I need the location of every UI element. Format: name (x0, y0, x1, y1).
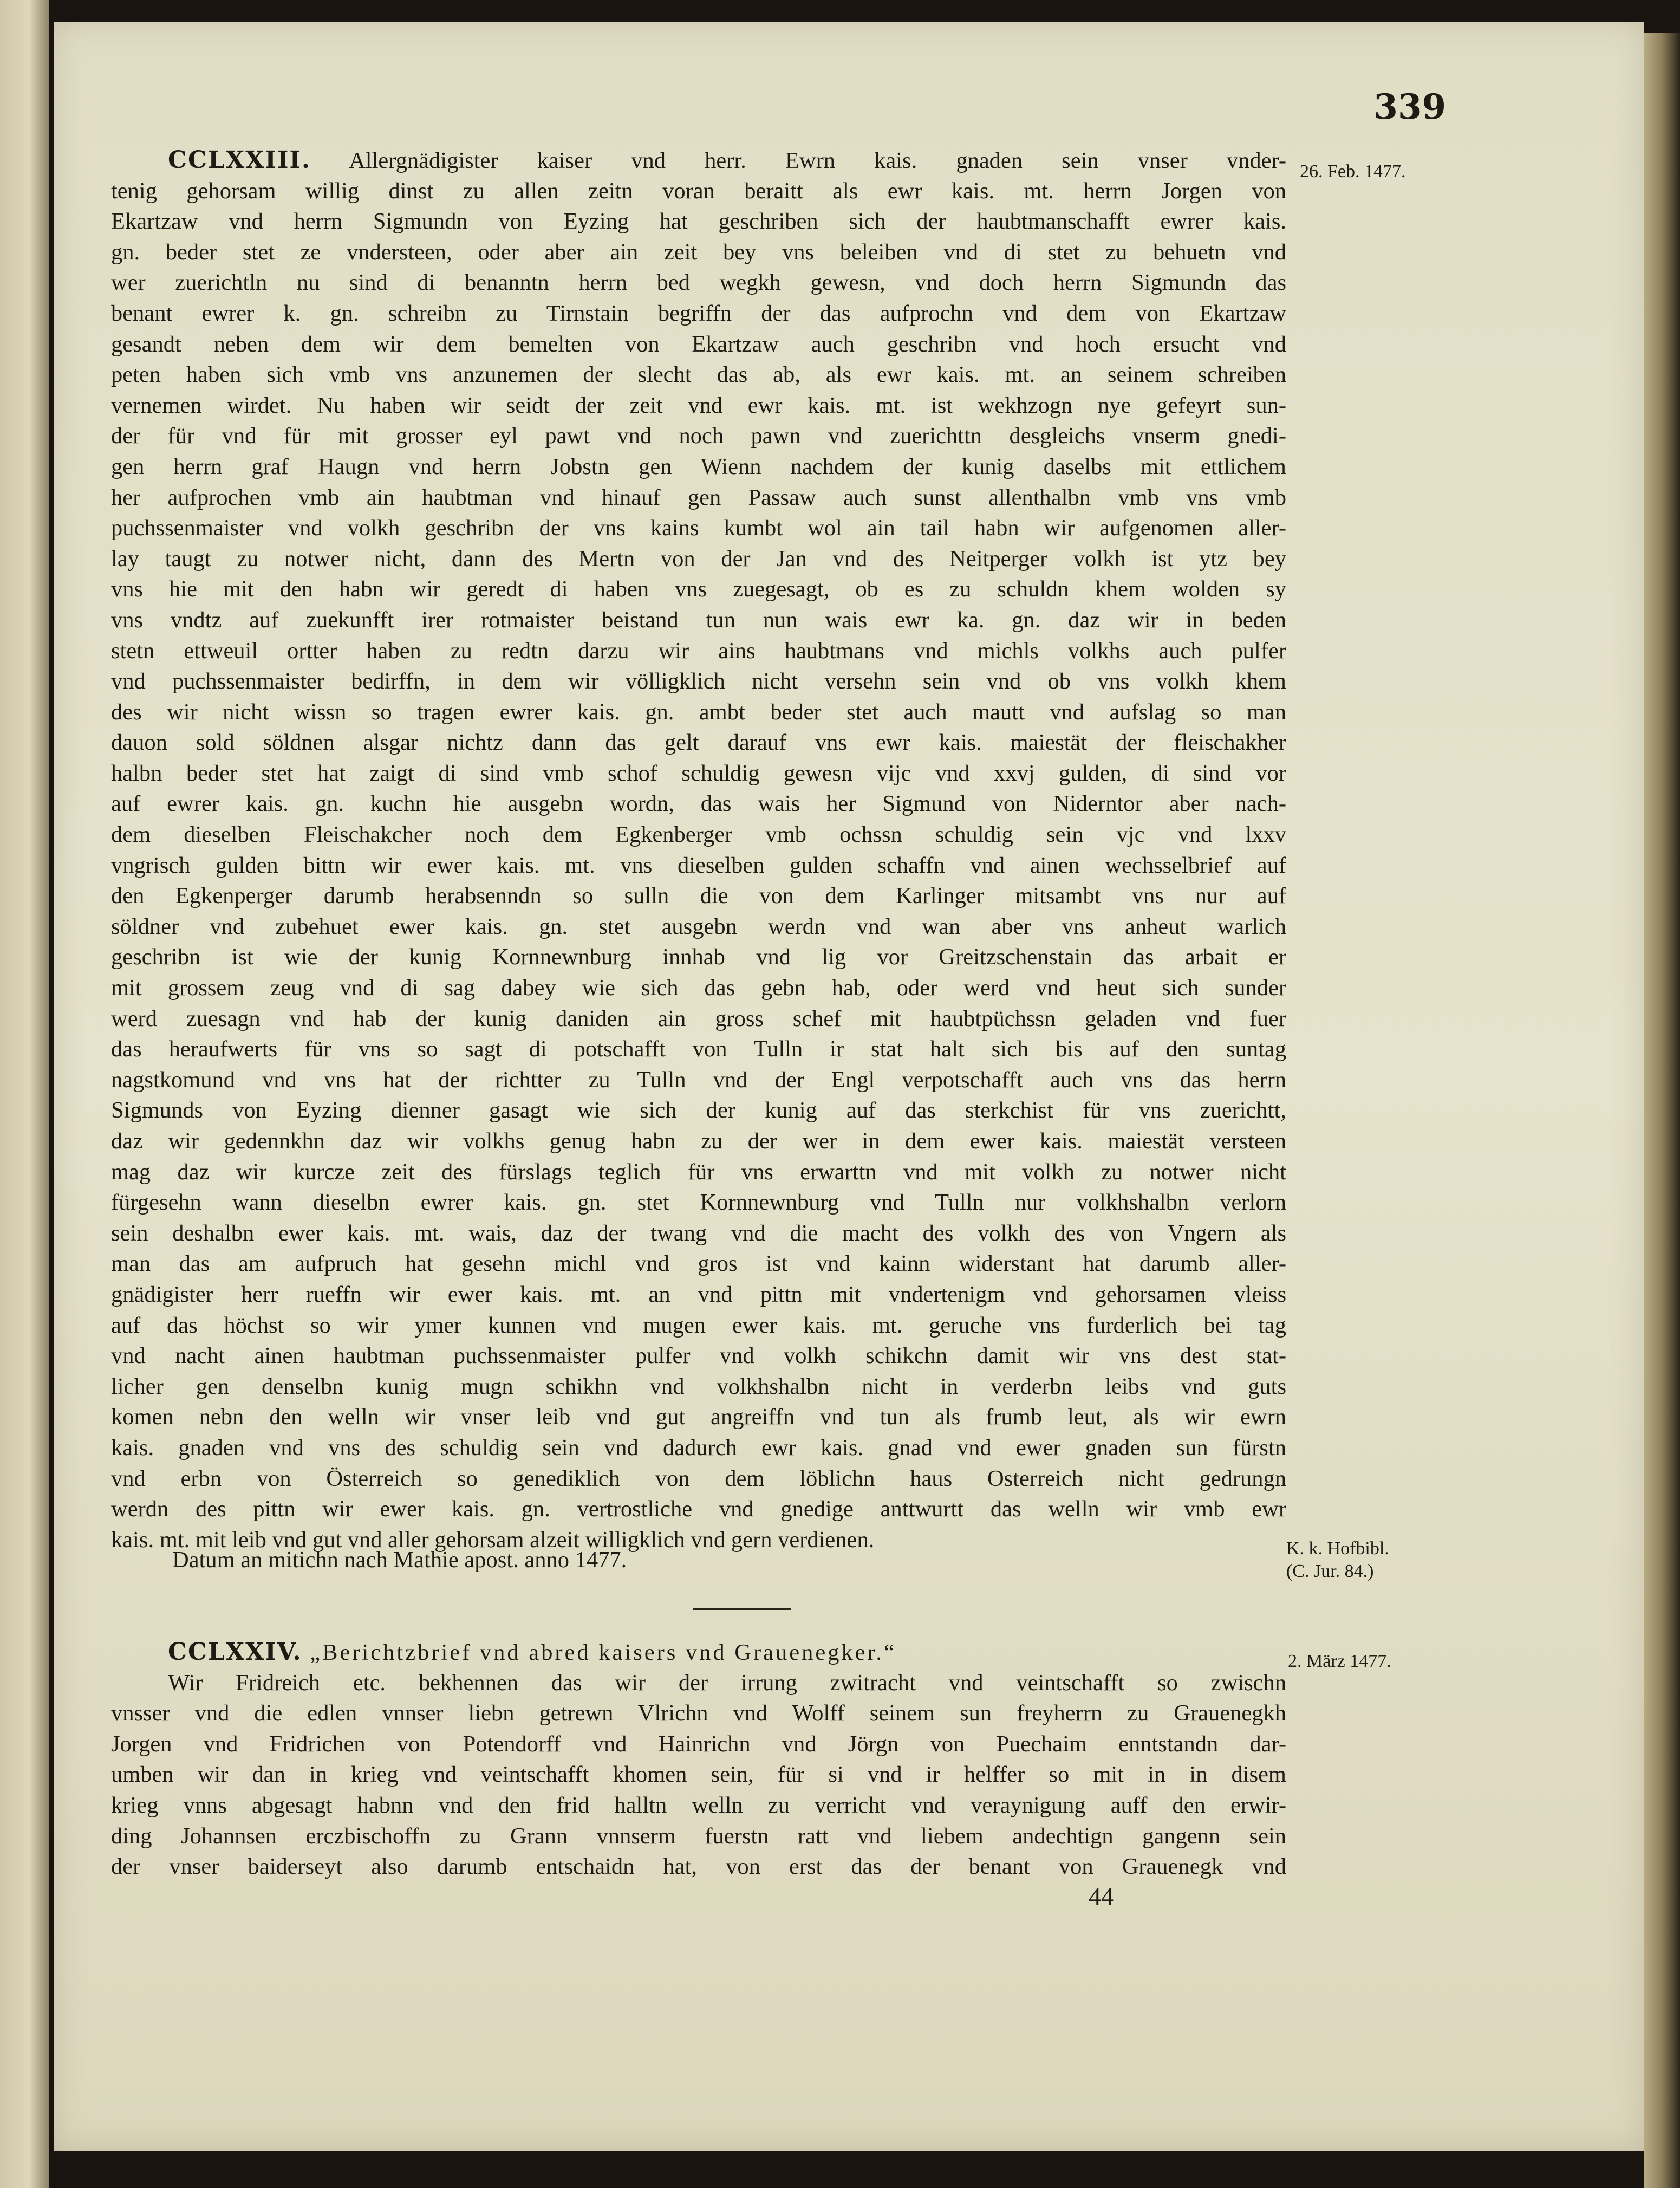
text-line: söldner vnd zubehuet ewer kais. gn. stet ausgebn werdn vnd wan aber vns anheut warlich (111, 913, 1286, 939)
text-line: fürgesehn wann dieselbn ewrer kais. gn. stet Kornnewnburg vnd Tulln nur volkhshalbn verlorn (111, 1190, 1286, 1216)
page-edge (1644, 33, 1680, 2188)
text-line: halbn beder stet hat zaigt di sind vmb schof schuldig gewesn vijc vnd xxvj gulden, di sind vor (111, 760, 1286, 786)
document-heading-line (111, 1637, 1286, 1668)
text-line: kais. mt. mit leib vnd gut vnd aller gehorsam alzeit willigklich vnd gern verdienen. (111, 1527, 875, 1553)
text-line: gnädigister herr rueffn wir ewer kais. mt. an vnd pittn mit vndertenigm vnd gehorsamen vleiss (111, 1281, 1286, 1307)
text-line: den Egkenperger darumb herabsenndn so sulln die von dem Karlinger mitsambt vns nur auf (111, 883, 1286, 909)
text-line: geschribn ist wie der kunig Kornnewnburg innhab vnd lig vor Greitzschenstain das arbait er (111, 944, 1286, 970)
text-line: peten haben sich vmb vns anzunemen der slecht das ab, als ewr kais. mt. an seinem schreiben (111, 362, 1286, 388)
document-numeral: CCLXXIV. (168, 1638, 302, 1666)
text-line: komen nebn den welln wir vnser leib vnd gut angreiffn vnd tun als frumb leut, als wir ewrn (111, 1404, 1286, 1430)
text-line: Sigmunds von Eyzing dienner gasagt wie sich der kunig auf das sterkchist für vns zuerichtt, (111, 1098, 1286, 1124)
text-line: puchssenmaister vnd volkh geschribn der vns kains kumbt wol ain tail habn wir aufgenomen aller- (111, 515, 1286, 541)
text-line: stetn ettweuil ortter haben zu redtn darzu wir ains haubtmans vnd michls volkhs auch pulfer (111, 638, 1286, 664)
text-line: her aufprochen vmb ain haubtman vnd hinauf gen Passaw auch sunst allenthalbn vmb vns vmb (111, 484, 1286, 510)
text-line: ding Johannsen erczbischoffn zu Grann vnnserm fuerstn ratt vnd liebem andechtign gangenn sein (111, 1823, 1286, 1849)
text-line: daz wir gedennkhn daz wir volkhs genug habn zu der wer in dem ewer kais. maiestät versteen (111, 1128, 1286, 1154)
text-line: der für vnd für mit grosser eyl pawt vnd noch pawn vnd zuerichttn desgleichs vnserm gnedi- (111, 423, 1286, 449)
page-number: 339 (1373, 87, 1446, 127)
margin-date: 26. Feb. 1477. (1300, 161, 1406, 181)
section-separator (693, 1608, 791, 1610)
text-line: vernemen wirdet. Nu haben wir seidt der zeit vnd ewr kais. mt. ist wekhzogn nye gefeyrt sun- (111, 392, 1286, 418)
text-line: benant ewrer k. gn. schreibn zu Tirnstain begriffn der das aufprochn vnd dem von Ekartzaw (111, 300, 1286, 326)
margin-source (1286, 1537, 1389, 1583)
text-line: sein deshalbn ewer kais. mt. wais, daz der twang vnd die macht des volkh des von Vngern als (111, 1220, 1286, 1246)
text-line: CCLXXIII. Allergnädigister kaiser vnd herr. Ewrn kais. gnaden sein vnser vnder- (168, 146, 1286, 174)
text-line: vns hie mit den habn wir geredt di haben vns zuegesagt, ob es zu schuldn khem wolden sy (111, 576, 1286, 602)
text-line: umben wir dan in krieg vnd veintschafft khomen sein, für si vnd ir helffer so mit in in disem (111, 1762, 1286, 1788)
text-line: werd zuesagn vnd hab der kunig daniden ain gross schef mit haubtpüchssn geladen vnd fuer (111, 1005, 1286, 1031)
text-line: nagstkomund vnd vns hat der richtter zu Tulln vnd der Engl verpotschafft auch vns das herrn (111, 1067, 1286, 1093)
signature-mark: 44 (1089, 1882, 1114, 1910)
text-line: auf ewrer kais. gn. kuchn hie ausgebn wordn, das wais her Sigmund von Niderntor aber nach- (111, 791, 1286, 817)
text-line: auf das höchst so wir ymer kunnen vnd mugen ewer kais. mt. geruche vns furderlich bei tag (111, 1312, 1286, 1338)
text-line: vnsser vnd die edlen vnnser liebn getrewn Vlrichn vnd Wolff seinem sun freyherrn zu Grauenegkh (111, 1700, 1286, 1726)
text-line: vngrisch gulden bittn wir ewer kais. mt. vns dieselben gulden schaffn vnd ainen wechsselbrief auf (111, 852, 1286, 878)
text-line: der vnser baiderseyt also darumb entschaidn hat, von erst das der benant von Grauenegk vnd (111, 1854, 1286, 1880)
text-line: lay taugt zu notwer nicht, dann des Mertn von der Jan vnd des Neitperger volkh ist ytz bey (111, 546, 1286, 572)
text-line: des wir nicht wissn so tragen ewrer kais. gn. ambt beder stet auch mautt vnd aufslag so man (111, 699, 1286, 725)
text-line: Ekartzaw vnd herrn Sigmundn von Eyzing hat geschriben sich der haubtmanschafft ewrer kais. (111, 209, 1286, 235)
text-line: wer zuerichtln nu sind di benanntn herrn bed wegkh gewesn, vnd doch herrn Sigmundn das (111, 270, 1286, 296)
text-line: gesandt neben dem wir dem bemelten von Ekartzaw auch geschribn vnd hoch ersucht vnd (111, 331, 1286, 357)
text-line: gn. beder stet ze vndersteen, oder aber ain zeit bey vns beleiben vnd di stet zu behuetn vnd (111, 239, 1286, 265)
text-line: man das am aufpruch hat gesehn michl vnd gros ist vnd kainn widerstant hat darumb aller- (111, 1251, 1286, 1277)
document-cclxxiii (111, 145, 1286, 1555)
text-line: Jorgen vnd Fridrichen von Potendorff vnd Hainrichn vnd Jörgn von Puechaim enntstandn dar- (111, 1731, 1286, 1757)
text-line: krieg vnns abgesagt habnn vnd den frid halltn welln zu verricht vnd veraynigung auff den erwir- (111, 1792, 1286, 1818)
text-line: gen herrn graf Haugn vnd herrn Jobstn gen Wienn nachdem der kunig daselbs mit ettlichem (111, 453, 1286, 479)
source-archive: K. k. Hofbibl. (1286, 1538, 1389, 1559)
text-line: dauon sold söldnen alsgar nichtz dann das gelt darauf vns ewr kais. maiestät der fleischakher (111, 730, 1286, 756)
text-line: tenig gehorsam willig dinst zu allen zeitn voran beraitt als ewr kais. mt. herrn Jorgen von (111, 178, 1286, 204)
text-line: licher gen denselbn kunig mugn schikhn vnd volkhshalbn nicht in verderbn leibs vnd guts (111, 1373, 1286, 1399)
document-cclxxiv (111, 1637, 1286, 1882)
text-line: vnd erbn von Österreich so genediklich von dem löblichn haus Osterreich nicht gedrungn (111, 1465, 1286, 1491)
text-line: vnd nacht ainen haubtman puchssenmaister pulfer vnd volkh schikchn damit wir vns dest stat- (111, 1343, 1286, 1369)
document-numeral: CCLXXIII. (168, 146, 311, 174)
facing-page-edge (0, 0, 49, 2188)
text-line: vnd puchssenmaister bedirffn, in dem wir völligklich nicht versehn sein vnd ob vns volkh khem (111, 668, 1286, 694)
text-line: mag daz wir kurcze zeit des fürslags teglich für vns erwarttn vnd mit volkh zu notwer nicht (111, 1159, 1286, 1185)
text-line: vns vndtz auf zuekunfft irer rotmaister beistand tun nun wais ewr ka. gn. daz wir in beden (111, 607, 1286, 633)
text-line: werdn des pittn wir ewer kais. gn. vertrostliche vnd gnedige anttwurtt das welln wir vmb ewr (111, 1496, 1286, 1522)
datum-line: Datum an mitichn nach Mathie apost. anno 1477. (172, 1547, 627, 1573)
text-line: das heraufwerts für vns so sagt di potschafft von Tulln ir stat halt sich bis auf den suntag (111, 1036, 1286, 1062)
text-line: kais. gnaden vnd vns des schuldig sein vnd dadurch ewr kais. gnad vnd ewer gnaden sun fürstn (111, 1434, 1286, 1460)
text-line: Wir Fridreich etc. bekhennen das wir der irrung zwitracht vnd veintschafft so zwischn (168, 1670, 1286, 1696)
document-title: „Berichtzbrief vnd abred kaisers vnd Grauenegker.“ (302, 1640, 896, 1665)
text-line: dem dieselben Fleischakcher noch dem Egkenberger vmb ochssn schuldig sein vjc vnd lxxv (111, 822, 1286, 848)
source-shelfmark: (C. Jur. 84.) (1286, 1561, 1374, 1581)
margin-date: 2. März 1477. (1288, 1651, 1391, 1671)
text-line: mit grossem zeug vnd di sag dabey wie sich das gebn hab, oder werd vnd heut sich sunder (111, 975, 1286, 1001)
